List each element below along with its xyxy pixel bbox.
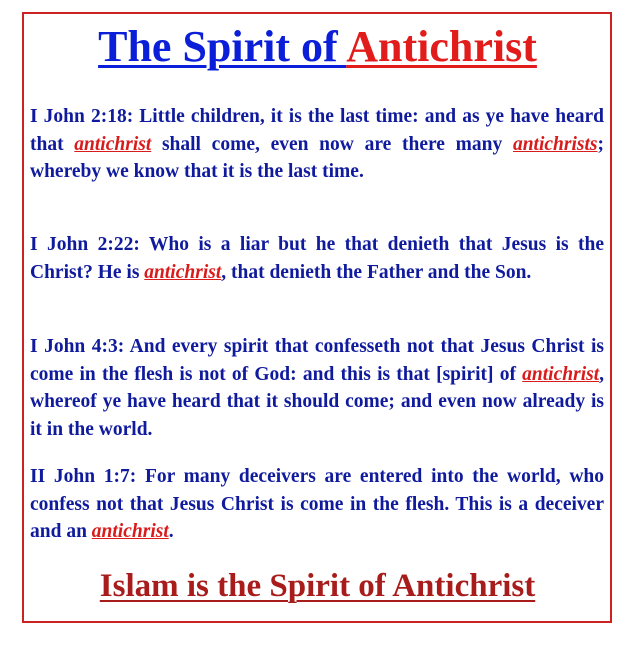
title-part-antichrist: Antichrist xyxy=(346,22,537,71)
title-part-spirit-of: The Spirit of xyxy=(98,22,347,71)
footer-heading: Islam is the Spirit of Antichrist xyxy=(99,568,536,604)
verse-text: , that denieth the Father and the Son. xyxy=(221,261,532,283)
verse-text: I John 4:3: And every spirit that confesseth not that Jesus Christ is come in the flesh is not of God: and this is that [spirit] of xyxy=(30,336,604,385)
verse-text: I John 2:22: Who is a liar but he that denieth that Jesus is the Christ? He is xyxy=(30,234,604,283)
verse-2-john-1-7 xyxy=(30,463,604,546)
highlight-antichrists: antichrists xyxy=(512,133,598,155)
verse-text: , whereof ye have heard that it should come; and even now already is it in the world. xyxy=(30,363,604,440)
highlight-antichrist: antichrist xyxy=(144,261,222,283)
verse-1-john-2-22 xyxy=(30,231,604,286)
verse-text: ; whereby we know that it is the last time. xyxy=(30,133,604,182)
verse-text: . xyxy=(168,521,174,542)
highlight-antichrist: antichrist xyxy=(91,521,169,542)
verse-text: II John 1:7: For many deceivers are entered into the world, who confess not that Jesus Christ is come in the flesh. This is a deceiver and an xyxy=(30,466,604,542)
highlight-antichrist: antichrist xyxy=(74,133,152,155)
verse-text: I John 2:18: Little children, it is the last time: and as ye have heard that xyxy=(30,106,604,155)
verse-1-john-2-18 xyxy=(30,103,604,186)
highlight-antichrist: antichrist xyxy=(522,363,600,385)
verse-1-john-4-3 xyxy=(30,333,604,443)
verse-text: shall come, even now are there many xyxy=(151,133,513,155)
page-title xyxy=(0,22,635,72)
